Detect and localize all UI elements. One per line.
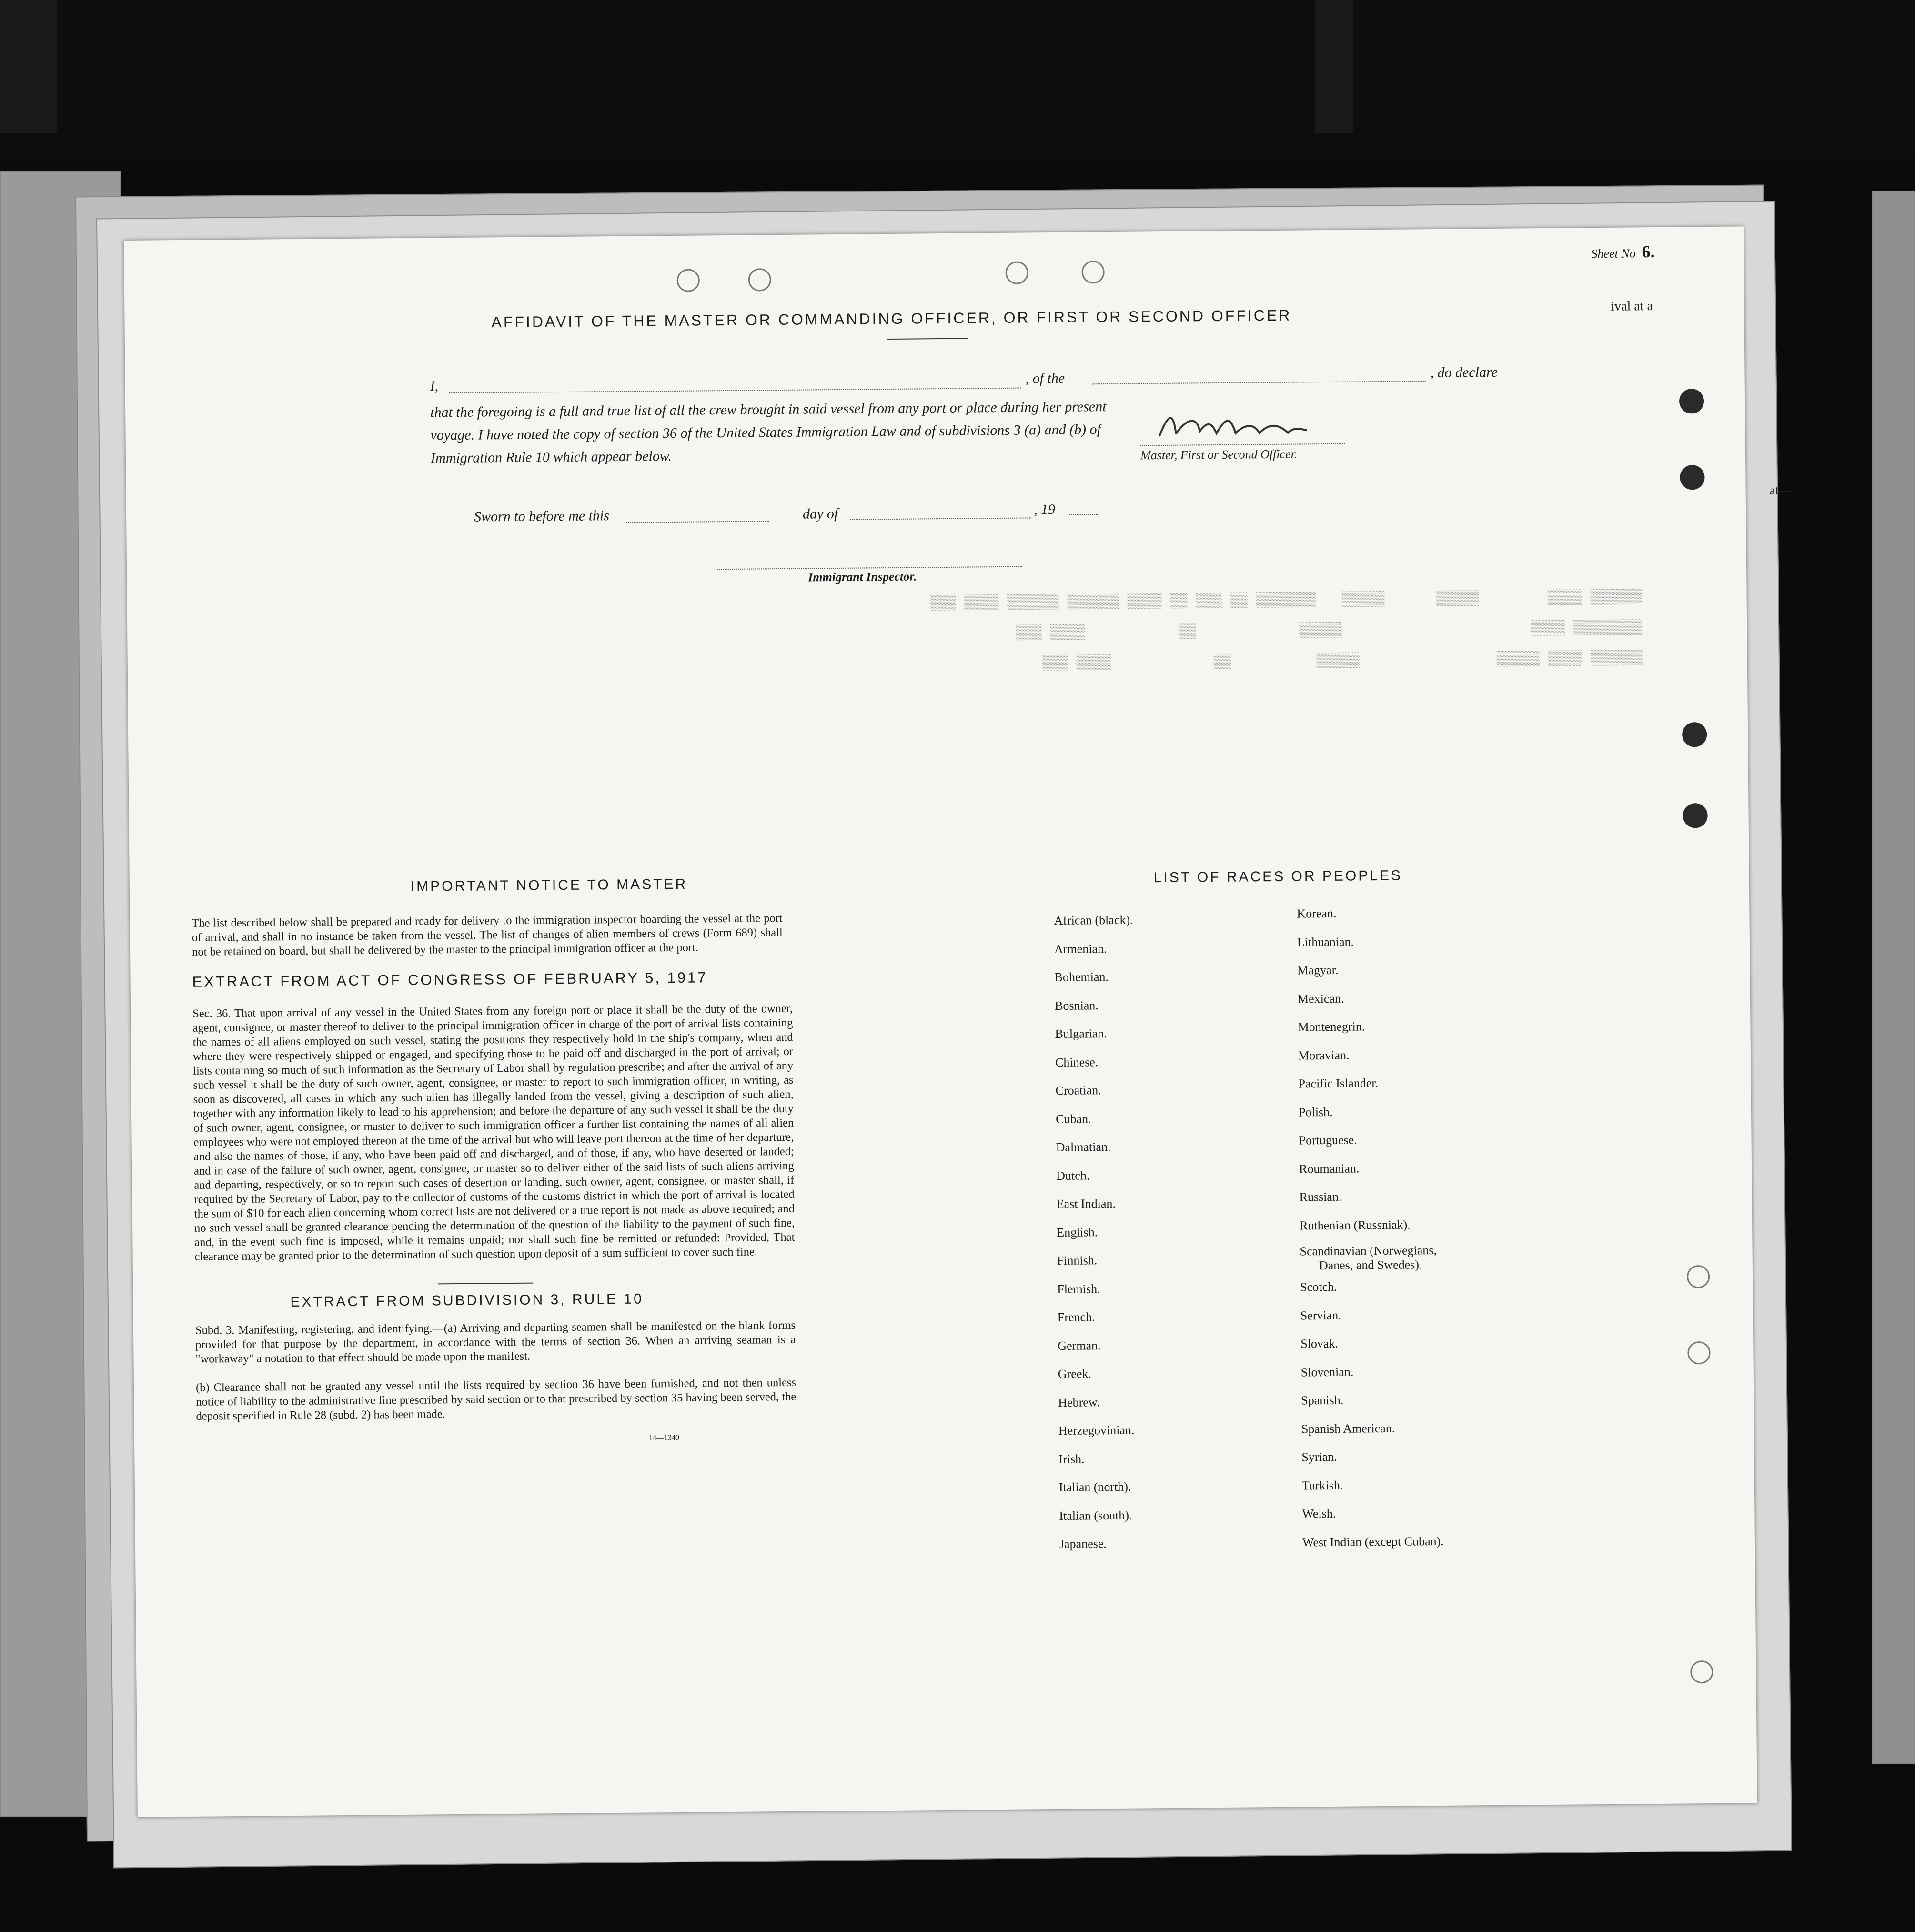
race-item: German. (1058, 1338, 1101, 1353)
year-blank (1069, 514, 1098, 515)
right-edge-text: at— (1769, 483, 1791, 497)
punch-hole (1687, 1265, 1710, 1288)
act-text: Sec. 36. That upon arrival of any vessel in the United States from any foreign port or place it shall be the duty of the owner, agent, consignee, or master thereof to deliver to the principal immigration officer in charge of the port of arrival lists containing the names of all aliens employed on such vessel, stating the positions they respectively hold in the ship's company, when and where they were respectively shipped or engaged, and specifying those to be paid off and discharged in the port of arrival; or lists containing so much of such information as the Secretary of Labor shall by regulation prescribe; and after the arrival of any such vessel it shall be the duty of such owner, agent, consignee, or master to report to such immigration officer, in writing, as soon as discovered, all cases in which any such alien has illegally landed from the vessel, giving a description of such alien, together with any information likely to lead to his apprehension; and before the departure of any such vessel it shall be the duty of such owner, agent, consignee, or master to deliver to such immigration officer a further list containing the names of all alien employees who were not employed thereon at the time of the arrival but who will leave port thereon at the time of her departure, and also the names of those, if any, who have been paid off and discharged, and of those, if any, who have deserted or landed; and in case of the failure of such owner, agent, consignee, or master so to deliver either of the said lists of such aliens arriving and departing, respectively, or so to report such cases of desertion or landing, such owner, agent, consignee, or master shall, if required by the Secretary of Labor, pay to the collector of customs of the customs district in which the port of arrival is located the sum of $10 for each alien concerning whom correct lists are not delivered or a true report is not made as above required; and no such vessel shall be granted clearance pending the determination of the question of the liability to the payment of such fine, and, in the event such fine is imposed, while it remains unpaid; nor shall such fine be remitted or refunded: Provided, That clearance may be granted prior to the determination of such question upon deposit of a sum sufficient to cover such fine. (192, 1002, 795, 1263)
title-rule (887, 338, 968, 340)
affidavit-page (124, 226, 1791, 1817)
race-item: Japanese. (1059, 1537, 1107, 1551)
inspector-signature-blank (717, 566, 1022, 570)
race-item: Croatian. (1055, 1083, 1101, 1098)
punch-hole (1679, 389, 1704, 413)
race-item: African (black). (1054, 913, 1133, 928)
race-item: Spanish. (1301, 1393, 1344, 1408)
race-item: Italian (south). (1059, 1508, 1132, 1523)
film-frame-notch (1315, 0, 1353, 133)
race-item: Roumanian. (1299, 1161, 1360, 1176)
races-column-1 (1054, 906, 1139, 1559)
underlying-sheet-right (1872, 191, 1915, 1764)
notice-title: IMPORTANT NOTICE TO MASTER (410, 876, 688, 895)
punch-hole (1682, 722, 1707, 747)
race-item: Korean. (1297, 906, 1337, 921)
day-of: day of (802, 505, 838, 522)
race-item: Finnish. (1057, 1253, 1098, 1268)
race-item: Hebrew. (1058, 1395, 1100, 1409)
declaration-do-declare: , do declare (1430, 364, 1498, 381)
sworn-text: Sworn to before me this (474, 508, 610, 525)
race-item: Pacific Islander. (1298, 1076, 1379, 1091)
punch-hole (1683, 803, 1707, 828)
declaration-line-3: Immigration Rule 10 which appear below. (430, 448, 672, 466)
punch-hole (677, 269, 700, 292)
race-item-continuation: Danes, and Swedes). (1319, 1258, 1422, 1273)
act-title: EXTRACT FROM ACT OF CONGRESS OF FEBRUARY 5, 1917 (192, 969, 708, 990)
race-item: Bosnian. (1054, 998, 1099, 1013)
month-blank (850, 517, 1031, 520)
race-item: Servian. (1300, 1308, 1341, 1323)
race-item: Greek. (1058, 1367, 1091, 1381)
rule-text-a: Subd. 3. Manifesting, registering, and identifying.—(a) Arriving and departing seamen shall be manifested on the blank forms provided for that purpose by the department, in accordance with the terms of section 36. When an arriving seaman is a "workaway" a notation to that effect should be made upon the manifest. (195, 1318, 796, 1366)
sheet-number: Sheet No 6. (1591, 242, 1655, 262)
race-item: Moravian. (1298, 1048, 1350, 1063)
race-item: Montenegrin. (1298, 1019, 1365, 1034)
film-frame-border (0, 0, 1915, 157)
declaration-i: I, (430, 378, 439, 394)
race-item: Italian (north). (1058, 1479, 1131, 1494)
declaration-line-1: that the foregoing is a full and true list of all the crew brought in said vessel from any port or place during her present (430, 399, 1107, 421)
race-item: Scotch. (1300, 1279, 1337, 1294)
race-item: Bohemian. (1054, 970, 1109, 985)
affidavit-title: AFFIDAVIT OF THE MASTER OR COMMANDING OFFICER, OR FIRST OR SECOND OFFICER (491, 306, 1292, 331)
race-item: Bulgarian. (1055, 1026, 1107, 1041)
race-item: Portuguese. (1299, 1133, 1357, 1147)
year-prefix: , 19 (1033, 501, 1056, 518)
race-item: Turkish. (1301, 1478, 1343, 1493)
race-item: Flemish. (1057, 1281, 1100, 1296)
master-signature (1154, 406, 1312, 446)
race-item: Dutch. (1056, 1168, 1090, 1183)
inspector-caption: Immigrant Inspector. (808, 569, 917, 584)
races-title: LIST OF RACES OR PEOPLES (1153, 867, 1403, 886)
declaration-of-the: , of the (1025, 370, 1065, 387)
day-blank (626, 521, 769, 523)
race-item: Slovenian. (1300, 1365, 1354, 1379)
vessel-blank (1092, 381, 1426, 384)
race-item: Welsh. (1302, 1506, 1336, 1521)
race-item: East Indian. (1056, 1196, 1116, 1211)
race-item: Spanish American. (1301, 1421, 1395, 1436)
race-item: West Indian (except Cuban). (1302, 1534, 1444, 1550)
declaration-line-2: voyage. I have noted the copy of section 36 of the United States Immigration Law and of subdivisions 3 (a) and (b) of (430, 422, 1101, 443)
form-number: 14—1340 (648, 1433, 680, 1442)
name-blank (449, 388, 1021, 393)
punch-hole (1680, 465, 1704, 490)
punch-hole (1687, 1341, 1710, 1364)
race-item: Herzegovinian. (1058, 1423, 1135, 1438)
races-column-2 (1297, 898, 1444, 1557)
signature-caption: Master, First or Second Officer. (1140, 447, 1298, 463)
rule-title: EXTRACT FROM SUBDIVISION 3, RULE 10 (290, 1291, 644, 1310)
race-item: Russian. (1299, 1189, 1342, 1204)
right-edge-text: ival at a (1611, 298, 1653, 314)
race-item: Syrian. (1301, 1449, 1337, 1464)
rule-text-b: (b) Clearance shall not be granted any vessel until the lists required by section 36 have been furnished, and not then unless notice of liability to the administrative fine prescribed by said section or to that prescribed by section 35 having been served, the deposit specified in Rule 28 (subd. 2) has been made. (195, 1376, 796, 1423)
race-item: Irish. (1058, 1452, 1085, 1466)
notice-text: The list described below shall be prepared and ready for delivery to the immigration inspector boarding the vessel at the port of arrival, and shall in no instance be taken from the vessel. The list of changes of alien members of crews (Form 689) shall not be retained on board, but shall be delivered by the master to the principal immigration officer at the port. (192, 911, 783, 958)
race-item: Dalmatian. (1056, 1139, 1111, 1154)
punch-hole (1005, 261, 1028, 284)
race-item: Slovak. (1300, 1336, 1339, 1351)
race-item: Scandinavian (Norwegians, (1300, 1243, 1437, 1258)
film-frame-notch (0, 0, 57, 133)
punch-hole (748, 268, 771, 291)
race-item: Polish. (1298, 1105, 1333, 1119)
race-item: Chinese. (1055, 1055, 1099, 1069)
race-item: Magyar. (1297, 963, 1339, 977)
bleed-through-text: ▒▒▒▒▒▒ ▒▒▒▒ ▒▒▒▒▒ ▒▒▒▒▒ ▒▒▒▒▒▒▒ ▒▒ ▒▒▒ ▒▒ ▒▒▒▒ ▒▒▒▒▒▒ ▒▒▒▒▒▒ ▒▒▒▒ ▒▒▒ ▒▒▒▒▒▒▒▒ ▒▒▒▒ ▒▒▒▒▒ ▒▒ ▒▒▒▒ ▒▒▒ ▒▒▒▒▒▒ ▒▒▒▒ ▒▒▒▒▒ ▒▒▒▒▒ ▒▒ ▒▒▒▒ ▒▒▒ (930, 589, 1643, 672)
race-item: Mexican. (1297, 991, 1344, 1006)
race-item: Ruthenian (Russniak). (1300, 1218, 1411, 1233)
race-item: Lithuanian. (1297, 935, 1354, 949)
punch-hole (1081, 261, 1104, 283)
section-rule (438, 1283, 533, 1285)
punch-hole (1690, 1660, 1713, 1683)
race-item: Armenian. (1054, 941, 1107, 956)
race-item: English. (1057, 1225, 1098, 1239)
race-item: French. (1057, 1310, 1095, 1324)
race-item: Cuban. (1056, 1111, 1091, 1126)
